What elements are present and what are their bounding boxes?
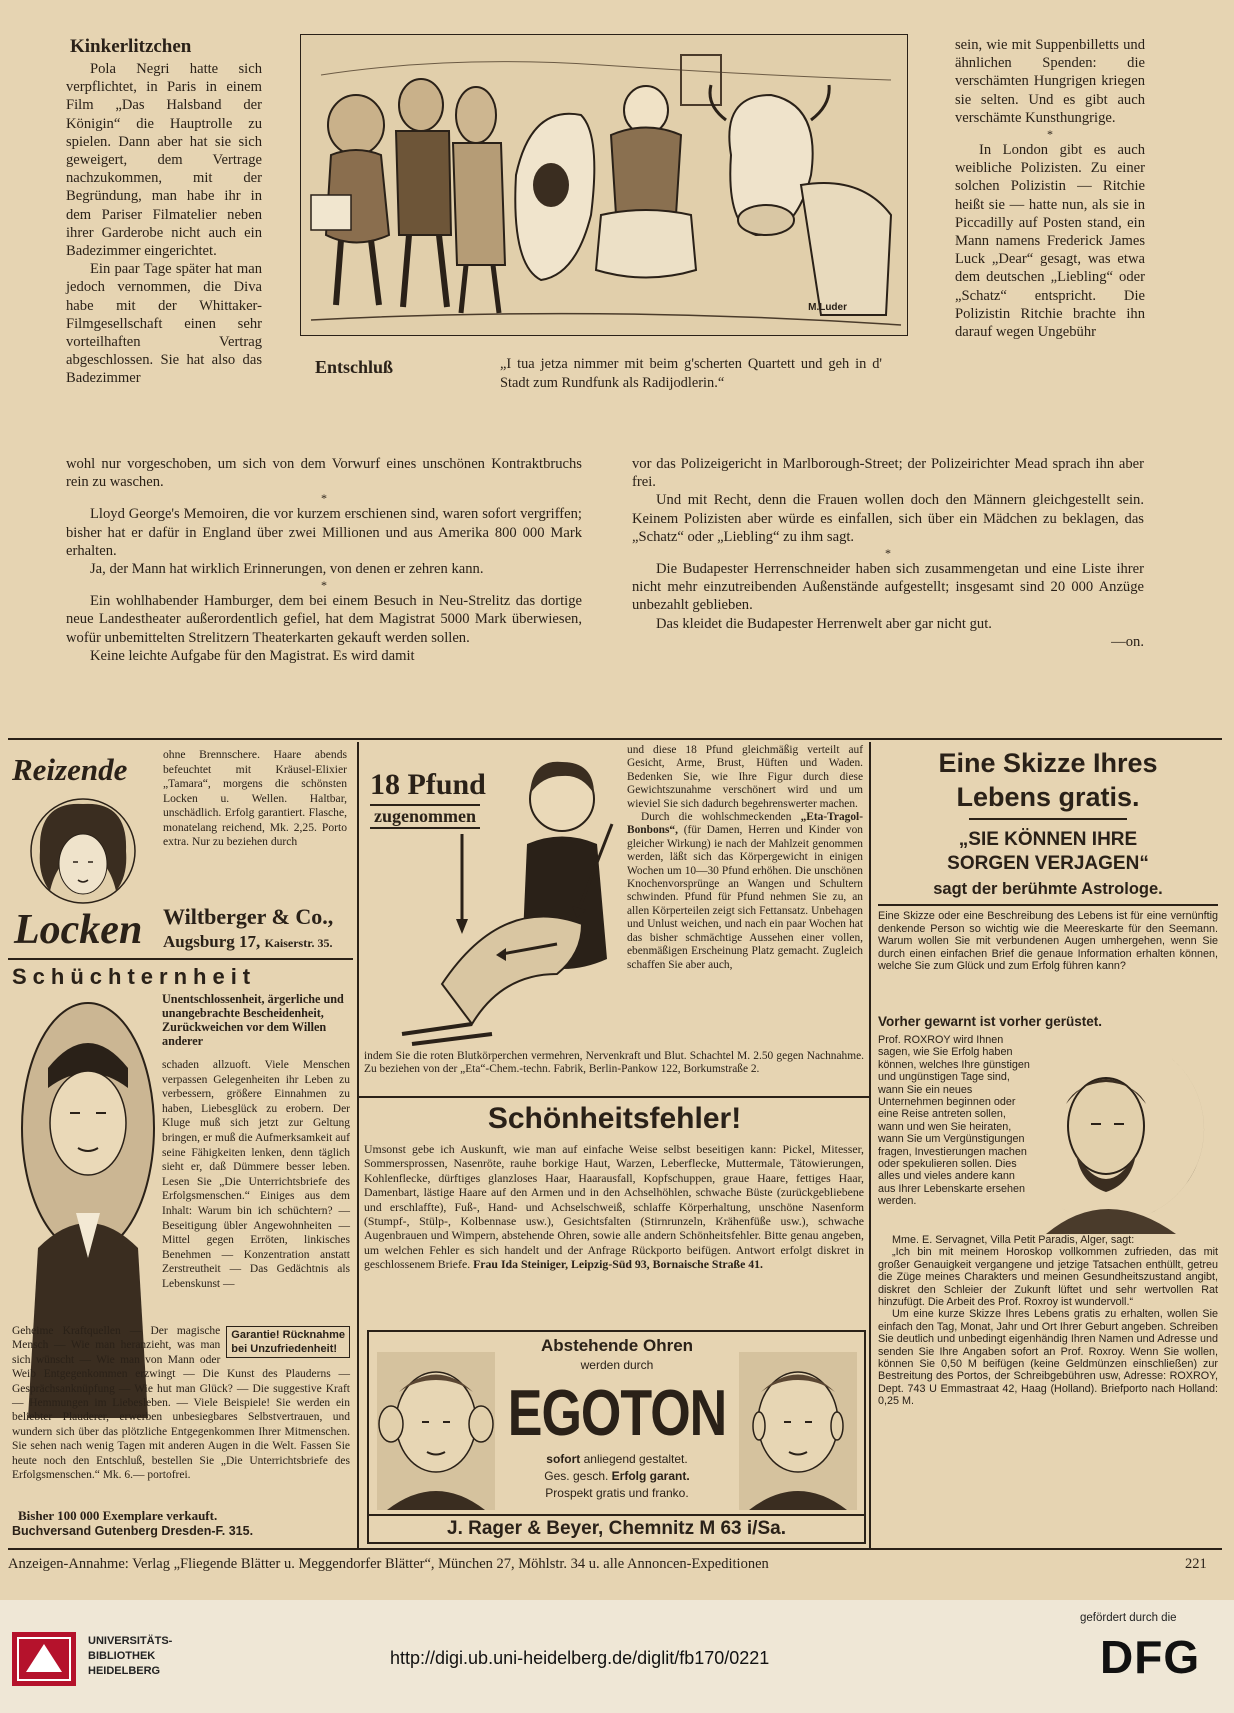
pfund-text2 xyxy=(627,811,863,972)
pfund-product: „Eta-Tragol-Bonbons“, xyxy=(627,811,863,837)
paragraph-london: In London gibt es auch weibliche Polizisten. Zu einer solchen Polizistin — Ritchie heißt sie — hatte nun, als sie in Piccadilly auf Posten stand, ein Mann namens Frederick James Luck „Dear“ gesagt, was etwa dem deutschen „Liebling“ oder „Schatz“ entspricht. Die Polizistin Ritchie brachte ihn darauf wegen Ungebühr xyxy=(955,142,1145,341)
skizze-text2: Prof. ROXROY wird Ihnen sagen, wie Sie Erfolg haben können, welches Ihre günstigen und ungünstigen Tage sind, wann Sie ein neues Unternehmen beginnen oder eine Reise antreten sollen, wann und wen Sie heiraten, wann Sie um Vergünstigungen fragen, Investierungen machen oder spekulieren sollen. Dies alles und vieles andere kann aus Ihrer Lebenskarte ersehen werden. xyxy=(878,1034,1030,1208)
pfund-text3: indem Sie die roten Blutkörperchen vermehren, Nervenkraft und Blut. Schachtel M. 2.50 gegen Nachnahme. Zu beziehen von der „Eta“-Chem.-techn. Fabrik, Berlin-Pankow 122, Borkumstraße 2. xyxy=(364,1050,864,1076)
cartoon-signature: M.Luder xyxy=(808,302,847,313)
paragraph-pola-negri: Pola Negri hatte sich verpflichtet, in Paris in einem Film „Das Halsband der Königin“ die Hauptrolle zu spielen. Dann aber hat sie sich geweigert, dem Vertrage nachzukommen, mit der Begründung, man habe ihr in dem Pariser Filmatelier neben ihrer Garderobe nicht auch ein Badezimmer eingerichtet. xyxy=(66,61,262,260)
schuechternheit-text2-body: Geheime Kraftquellen — Der magische Mensch — Wie man heranzieht, was man sich wünscht — Wie man von Mann oder Weib Entgegenkommen erzwingt — Die Kunst des Plauderns — Gesprächsanknüpfung — Wie hut man Glück? — Die suggestive Kraft — Hemmungen im Liebesleben. — Viele Beispiele! Sie werden ein beliebter Plauderer, erwerben unbesiegbares Selbstvertrauen, und wundern sich über das plötzliche Entgegenkommen Ihrer Mitmenschen. Sie sehen nach wenig Tagen mit anderen Augen in die Welt. Fassen Sie heute noch den Entschluß, bestellen Sie „Die Unterrichtsbriefe des Erfolgsmenschen.“ Mk. 6.— portofrei. xyxy=(12,1325,350,1482)
locken-title1: Reizende xyxy=(12,752,128,787)
egoton-brand: EGOTON xyxy=(507,1377,727,1450)
ad-locken xyxy=(8,744,353,954)
astrologer-portrait-icon xyxy=(1036,1044,1220,1234)
skizze-subtitle: sagt der berühmte Astrologe. xyxy=(933,880,1163,898)
ad-schoenheitsfehler xyxy=(362,1100,867,1328)
locken-title2: Locken xyxy=(14,907,143,953)
skizze-quote1: „SIE KÖNNEN IHRE xyxy=(958,829,1138,850)
article-col1-top xyxy=(66,60,262,388)
egoton-line1 xyxy=(499,1452,735,1466)
source-url-link[interactable]: http://digi.ub.uni-heidelberg.de/diglit/fb170/0221 xyxy=(390,1648,770,1668)
paragraph-budapest: Die Budapester Herrenschneider haben sich zusammengetan und eine Liste ihrer nicht mehr einzutreibenden Außenstände aufgestellt; insgesamt sind 20 000 Anzüge unbezahlt geblieben. xyxy=(632,561,1144,614)
cartoon-illustration xyxy=(300,34,908,336)
article-col3-wide xyxy=(632,455,1144,651)
egoton-company: J. Rager & Beyer, Chemnitz M 63 i/Sa. xyxy=(447,1518,786,1539)
skizze-text3: Mme. E. Servagnet, Villa Petit Paradis, Alger, sagt: xyxy=(892,1234,1135,1246)
schuechternheit-sold: Bisher 100 000 Exemplare verkauft. xyxy=(18,1508,218,1523)
locken-street: Kaiserstr. 35. xyxy=(264,936,333,950)
egoton-line1b: anliegend gestaltet. xyxy=(583,1452,688,1466)
skizze-title2: Lebens gratis. xyxy=(956,782,1140,812)
schoenheit-body: Umsonst gebe ich Auskunft, wie man auf einfache Weise selbst beseitigen kann: Pickel, Mitesser, Sommersprossen, Nasenröte, rauhe borkige Haut, Warzen, Leberflecke, Muttermale, Tätowierungen, Kohlenflecke, dürftiges glanzloses Haar, Haarausfall, Kopfschuppen, graue Haare, fettiges Haar, Damenbart, lästige Haare auf den Armen und in den Achselhöhlen, schwache Büste (zurückgebliebene und erschlaffte), Fuß-, Hand- und Achselschweiß, schlaffe Körperhaltung, unschöne Nasenform (Stumpf-, Stülp-, Kolbennase usw.), Gesichtsfalten (Stirnrunzeln, Krähenfüße usw.), schwache Augenbrauen und Wimpern, abstehende Ohren, sowie alle andern Schönheitsfehler. Bitte genau angeben, um welchen Fehler es sich handelt und der Anfrage Rückporto beifügen. Antwort erfolgt diskret in geschlossenem Briefe. xyxy=(364,1142,864,1272)
guarantee-box xyxy=(226,1326,350,1358)
guarantee-line1: Garantie! Rücknahme xyxy=(231,1329,345,1341)
separator-star: * xyxy=(1047,127,1053,142)
schuechternheit-text1: schaden allzuoft. Viele Menschen verpassen Gelegenheiten ihr Leben zu verbessern, größere Einnahmen zu haben, Liebesglück zu erobern. Der Kluge muß sich jetzt zur Geltung bringen, er muß die Aufmerksamkeit auf seine Fähigkeiten lenken, denn täglich sieht er, daß Dümmere besser leben. Lesen Sie „Die Unterrichtsbriefe des Erfolgsmenschen.“ Einiges aus dem Inhalt: Warum bin ich schüchtern? — Beseitigung übler Angewohnheiten — Mittel gegen Erröten, linkisches Benehmen — Konzentration anstatt Zerstreutheit — Das Gedächtnis als Lebenskunst — xyxy=(162,1059,350,1290)
library-logo-line2: BIBLIOTHEK xyxy=(88,1650,156,1662)
ad-divider xyxy=(359,1096,869,1098)
ads-bottom-rule xyxy=(8,1548,1222,1550)
anzeigen-annahme: Anzeigen-Annahme: Verlag „Fliegende Blätter u. Meggendorfer Blätter“, München 27, Möhlstr. 34 u. alle Annoncen-Expeditionen xyxy=(8,1556,769,1572)
separator-star: * xyxy=(885,546,891,561)
pfund-title: 18 Pfund xyxy=(370,768,486,801)
paragraph-suppenbilletts: sein, wie mit Suppenbilletts und ähnlichen Spenden: die verschämten Hungrigen kriegen sie selten. Und es gibt auch verschämte Kunsthungrige. xyxy=(955,37,1145,126)
paragraph-badezimmer: Ein paar Tage später hat man jedoch vernommen, die Diva habe mit der Whittaker-Filmgesellschaft einen sehr vorteilhaften Vertrag abgeschlossen. Sie hat also das Badezimmer xyxy=(66,261,262,387)
woman-portrait-icon xyxy=(28,796,138,906)
skizze-text4: „Ich bin mit meinem Horoskop vollkommen zufrieden, das mit großer Genauigkeit vergangene und jetzige Tatsachen enthüllt, getreu die Züge meines Charakters und meinen Gesundheitszustand angibt, diskret den Schleier der Zukunft lüftet und sehr wertvollen Rat hinzufügt. Die Arbeit des Prof. Roxroy ist wundervoll.“ xyxy=(878,1246,1218,1309)
article-heading: Kinkerlitzchen xyxy=(70,36,192,57)
skizze-title xyxy=(874,746,1222,814)
cartoon-drawing xyxy=(301,35,907,335)
egoton-line2b: Erfolg garant. xyxy=(611,1469,690,1483)
page-number: 221 xyxy=(1185,1556,1207,1572)
sitting-woman-illustration xyxy=(382,744,622,1049)
caption-label: Entschluß xyxy=(315,357,394,377)
library-logo-text[interactable] xyxy=(88,1634,172,1679)
library-logo-line3: HEIDELBERG xyxy=(88,1665,161,1677)
schoenheit-text xyxy=(364,1142,864,1272)
ad-column-divider xyxy=(357,742,359,1550)
separator-star: * xyxy=(321,578,327,593)
schuechternheit-title: Schüchternheit xyxy=(12,964,257,989)
egoton-line2 xyxy=(499,1469,735,1483)
ad-divider xyxy=(8,958,353,960)
locken-company: Wiltberger & Co., xyxy=(163,904,334,929)
guarantee-line2: bei Unzufriedenheit! xyxy=(231,1343,338,1355)
schuechternheit-subhead: Unentschlossenheit, ärgerliche und unangebrachte Bescheidenheit, Zurückweichen vor dem Willen anderer xyxy=(162,992,344,1048)
ad-skizze-astrologe xyxy=(874,744,1222,1544)
egoton-sub: werden durch xyxy=(580,1358,654,1372)
boy-portrait-before-icon xyxy=(377,1352,495,1510)
egoton-line2a: Ges. gesch. xyxy=(544,1469,609,1483)
skizze-quote2: SORGEN VERJAGEN“ xyxy=(947,853,1149,874)
pfund-text2b: (für Damen, Herren und Kinder von gleicher Wirkung) ie nach der Mahlzeit genommen werden, läßt sich das Körpergewicht in einigen Wochen um 10—30 Pfund erhöhen. Die unschönen Knochenvorsprünge an Wangen und Schultern schwinden. Pfund für Pfund nehmen Sie zu, an allen Körperteilen zeigt sich Fettansatz. Unbehagen und Unlust weichen, und nach ein paar Wochen hat das bisher schmächtige Aussehen einer vollen, ebenmäßigen Erscheinung Platz gemacht. Zugleich schaffen Sie aber auch, xyxy=(627,824,863,971)
caption-text: „I tua jetza nimmer mit beim g'scherten Quartett und geh in d' Stadt zum Rundfunk als Radijodlerin.“ xyxy=(500,356,882,391)
paragraph-kontraktbruch: wohl nur vorgeschoben, um sich von dem Vorwurf eines unschönen Kontraktbruchs rein zu waschen. xyxy=(66,456,582,491)
paragraph-lloyd-george: Lloyd George's Memoiren, die vor kurzem erschienen sind, waren sofort vergriffen; bisher hat er dafür in England über zwei Millionen und aus Amerika 800 000 Mark erhalten. xyxy=(66,506,582,559)
skizze-rule2 xyxy=(878,904,1218,906)
article-col3-top xyxy=(955,36,1145,341)
article-signature: —on. xyxy=(1111,633,1144,650)
skizze-quote xyxy=(874,828,1222,876)
funded-by-text: gefördert durch die xyxy=(1080,1612,1177,1624)
ads-top-rule xyxy=(8,738,1222,740)
locken-city: Augsburg 17, xyxy=(163,932,261,951)
paragraph-polizeigericht: vor das Polizeigericht in Marlborough-Street; der Polizeirichter Mead sprach ihn aber frei. xyxy=(632,456,1144,491)
viewer-footer xyxy=(0,1600,1234,1713)
skizze-title1: Eine Skizze Ihres xyxy=(938,748,1158,778)
article-col1-wide xyxy=(66,455,582,665)
pfund-text1: und diese 18 Pfund gleichmäßig verteilt auf Gesicht, Arme, Brust, Hüften und Waden. Bedenken Sie, wie Ihre Figur durch diese Gewichtszunahme verschönert wird und um wieviel Sie sich dadurch begehrenswerter machen. xyxy=(627,744,863,810)
egoton-line1a: sofort xyxy=(546,1452,581,1466)
paragraph-magistrat: Keine leichte Aufgabe für den Magistrat. Es wird damit xyxy=(90,647,415,664)
egoton-title: Abstehende Ohren xyxy=(540,1336,694,1355)
skizze-rule xyxy=(969,818,1127,820)
skizze-heading2: Vorher gewarnt ist vorher gerüstet. xyxy=(878,1014,1103,1029)
pfund-text xyxy=(627,744,863,972)
skizze-text5: Um eine kurze Skizze Ihres Lebens gratis zu erhalten, wollen Sie einfach den Tag, Monat, Jahr und Ort Ihrer Geburt angeben. Schreiben Sie deutlich und unbedingt eigenhändig Ihren Namen und Adresse und senden Sie Ihre Angaben sofort an Prof. Roxroy. Wenn Sie wollen, können Sie 0,50 M beifügen (keine Geldmünzen einschließen) zur Bestreitung des Portos, der Schreibgebühren usw, Adresse: ROXROY, Dept. 743 U Emmastraat 42, Haag (Holland). Briefporto nach Holland: 0,25 M. xyxy=(878,1308,1218,1408)
schuechternheit-text2 xyxy=(12,1324,350,1482)
ad-column-divider xyxy=(869,742,871,1550)
locken-text: ohne Brennschere. Haare abends befeuchtet mit Kräusel-Elixier „Tamara“, morgens die schönsten Locken u. Wellen. Haltbar, unschädlich. Erfolg garantiert. Flasche, monatelang reichend, Mk. 2,25. Porto extra. Nur zu beziehen durch xyxy=(163,748,347,848)
pfund-text2a: Durch die wohlschmeckenden xyxy=(641,811,792,824)
paragraph-hamburger: Ein wohlhabender Hamburger, dem bei einem Besuch in Neu-Strelitz das dortige neue Landestheater außerordentlich gefiel, hat dem Magistrat 5000 Mark überwiesen, wofür unbemittelten Strelitzern Theaterkarten gekauft werden sollen. xyxy=(66,593,582,646)
skizze-text-bottom xyxy=(878,1234,1218,1408)
skizze-text1: Eine Skizze oder eine Beschreibung des Lebens ist für eine vernünftig denkende Person so wichtig wie die Meereskarte für den Seemann. Warum wollen Sie mit verbundenen Augen umhergehen, wenn Sie durch einen einfachen Brief die genaue Information erhalten können, welche Sie zum Glück und zum Erfolg führen kann? xyxy=(878,910,1218,973)
ad-18-pfund xyxy=(362,744,867,1094)
schuechternheit-vendor: Buchversand Gutenberg Dresden-F. 315. xyxy=(12,1524,254,1538)
egoton-rule xyxy=(369,1514,864,1516)
paragraph-erinnerungen: Ja, der Mann hat wirklich Erinnerungen, von denen er zehren kann. xyxy=(90,561,484,578)
egoton-line3: Prospekt gratis und franko. xyxy=(545,1486,689,1500)
paragraph-herrenwelt: Das kleidet die Budapester Herrenwelt aber gar nicht gut. xyxy=(656,615,992,632)
locken-address xyxy=(163,932,332,952)
boy-portrait-after-icon xyxy=(739,1352,857,1510)
ad-egoton xyxy=(367,1330,866,1544)
dfg-logo[interactable]: DFG xyxy=(1100,1631,1201,1683)
library-logo-line1: UNIVERSITÄTS- xyxy=(88,1635,173,1647)
university-seal-icon xyxy=(12,1632,76,1686)
schoenheit-sender: Frau Ida Steiniger, Leipzig-Süd 93, Bornaische Straße 41. xyxy=(473,1257,764,1272)
ad-schuechternheit xyxy=(8,962,353,1547)
pfund-subtitle: zugenommen xyxy=(370,804,480,829)
separator-star: * xyxy=(321,491,327,506)
paragraph-frauen: Und mit Recht, denn die Frauen wollen doch den Männern gleichgestellt sein. Keinem Polizisten aber würde es einfallen, sich über ein Mädchen zu beklagen, das „Schatz“ oder „Liebling“ zu ihm sagt. xyxy=(632,492,1144,545)
schoenheit-title: Schönheitsfehler! xyxy=(487,1102,742,1135)
